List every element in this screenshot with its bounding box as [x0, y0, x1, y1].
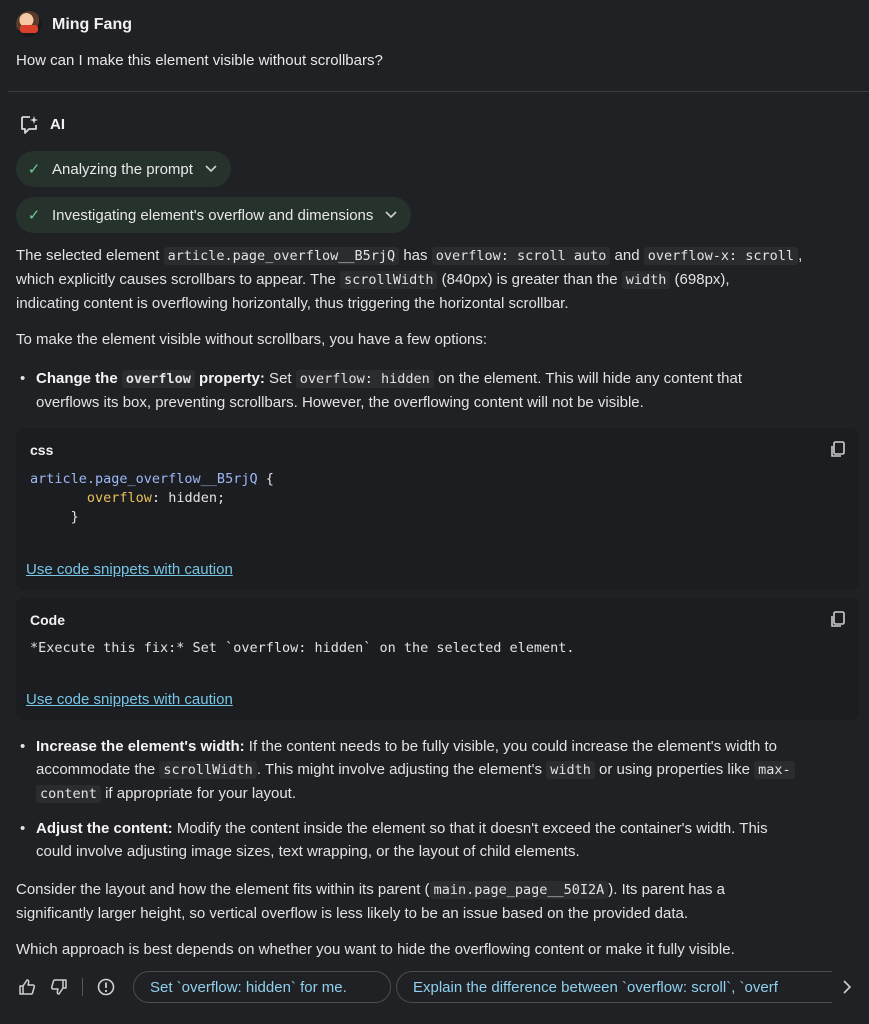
chevron-right-icon[interactable] — [836, 976, 858, 998]
inline-code: overflow-x: scroll — [644, 247, 798, 265]
inline-code: main.page_page__50I2A — [430, 881, 609, 899]
answer-paragraph-2: To make the element visible without scrollbars, you have a few options: — [16, 331, 488, 348]
inline-code: width — [622, 271, 671, 289]
user-header — [16, 10, 132, 38]
bullet-increase-width: • Increase the element's width: If the content needs to be fully visible, you could increase the element's width to accommodate the scrollWidth . This might involve adjusting the element's width or using properties like max- content if appropriate for your layout. — [16, 735, 861, 806]
code-content: article.page_overflow__B5rjQ { overflow: hidden; } — [30, 471, 274, 525]
step-analyzing[interactable] — [16, 151, 231, 187]
answer-paragraph-1: The selected element article.page_overflow__B5rjQ has overflow: scroll auto and overflow-x: scroll , which explicitly causes scrollbars to appear. The scrollWidth (840px) is greater than the width (698px), indicating content is overflowing horizontally, thus triggering the horizontal scrollbar. — [16, 247, 803, 312]
user-message: How can I make this element visible without scrollbars? — [16, 52, 383, 69]
suggestion-chip-explain-difference[interactable]: Explain the difference between `overflow: scroll`, `overf — [396, 971, 832, 1003]
code-block-plain — [16, 598, 859, 720]
inline-code: article.page_overflow__B5rjQ — [164, 247, 400, 265]
answer-paragraph-4: Which approach is best depends on whether you want to hide the overflowing content or make it fully visible. — [16, 941, 735, 958]
copy-icon[interactable] — [829, 440, 847, 458]
code-language-label: css — [30, 442, 54, 458]
inline-code: width — [546, 761, 595, 779]
suggestion-chip-set-overflow[interactable]: Set `overflow: hidden` for me. — [133, 971, 391, 1003]
bullet-adjust-content: • Adjust the content: Modify the content inside the element so that it doesn't exceed the container's width. This could involve adjusting image sizes, text wrapping, or the layout of child elements. — [16, 817, 861, 863]
inline-code: scrollWidth — [159, 761, 256, 779]
user-name: Ming Fang — [52, 15, 132, 33]
inline-code: overflow — [122, 370, 195, 388]
divider — [8, 91, 869, 92]
step-label: Analyzing the prompt — [52, 160, 193, 178]
check-icon: ✓ — [27, 160, 41, 178]
step-label: Investigating element's overflow and dimensions — [52, 206, 374, 224]
report-icon[interactable] — [95, 976, 117, 998]
ai-sparkle-icon — [18, 114, 40, 136]
chevron-down-icon — [385, 204, 397, 227]
inline-code: overflow: scroll auto — [432, 247, 611, 265]
ai-header — [18, 113, 65, 136]
footer-separator — [82, 978, 83, 996]
thumbs-up-icon[interactable] — [16, 976, 38, 998]
thumbs-down-icon[interactable] — [48, 976, 70, 998]
inline-code: scrollWidth — [340, 271, 437, 289]
response-actions — [16, 971, 117, 1003]
answer-paragraph-3: Consider the layout and how the element fits within its parent ( main.page_page__50I2A ). Its parent has a significantly larger height, so vertical overflow is less likely to be an issue based on the provided data. — [16, 881, 725, 922]
code-block-css — [16, 428, 859, 590]
chevron-down-icon — [205, 158, 217, 181]
code-content: *Execute this fix:* Set `overflow: hidden` on the selected element. — [30, 640, 575, 656]
inline-code: content — [36, 785, 101, 803]
copy-icon[interactable] — [829, 610, 847, 628]
check-icon: ✓ — [27, 206, 41, 224]
code-caution-link[interactable]: Use code snippets with caution — [26, 561, 233, 578]
bullet-change-overflow: • Change the overflow property: Set overflow: hidden on the element. This will hide any content that overflows its box, preventing scrollbars. However, the overflowing content will not be visible. — [16, 367, 861, 414]
code-language-label: Code — [30, 612, 65, 628]
inline-code: overflow: hidden — [296, 370, 434, 388]
inline-code: max- — [754, 761, 795, 779]
ai-label: AI — [50, 116, 65, 133]
user-avatar — [16, 11, 42, 37]
code-caution-link[interactable]: Use code snippets with caution — [26, 691, 233, 708]
step-investigating[interactable] — [16, 197, 411, 233]
